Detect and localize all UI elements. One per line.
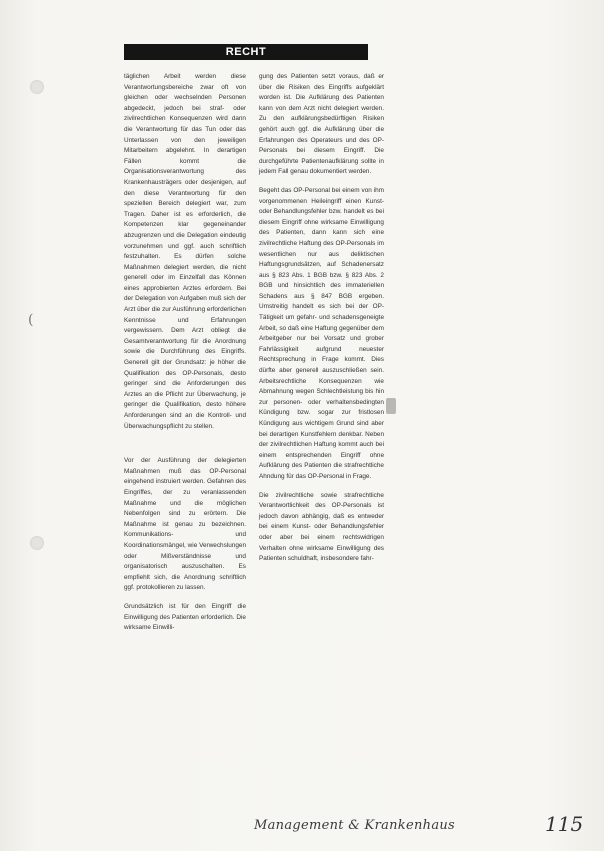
left-paragraph-3: Grundsätzlich ist für den Eingriff die Einwilligung des Patienten erforderlich. Die wirksame Einwilli- [124, 602, 246, 632]
section-header [124, 44, 368, 60]
right-column [259, 72, 384, 565]
punch-hole [30, 80, 44, 94]
right-paragraph-2: Begeht das OP-Personal bei einem von ihm vorgenommenen Heileingriff einen Kunst- oder Behandlungsfehler bzw. handelt es bei diesem Eingriff ohne wirksame Einwilligung des Patienten, dann kann sich eine zivilrechtliche Haftung des OP-Personals im wesentlichen nur aus deliktischen Haftungsgrundsätzen, auf Schadenersatz aus § 823 Abs. 1 BGB bzw. § 823 Abs. 2 BGB und hinsichtlich des immateriellen Schadens aus § 847 BGB ergeben. Umstreitig handelt es sich bei der OP-Tätigkeit um gefahr- und schadensgeneigte Arbeit, so daß eine Haftung gegenüber dem Arbeitgeber nur bei Vorsatz und grober Fahrlässigkeit aufgrund neuester Rechtsprechung in Frage kommt. Dies dürfte aber generell auszuschließen sein. Arbeitsrechtliche Konsequenzen wie Abmahnung wegen Schlechtleistung bis hin zur personen- oder verhaltensbedingten Kündigung bzw. sogar zur fristlosen Kündigung aus wichtigem Grund sind aber bei derartigen Kunstfehlern denkbar. Neben der zivilrechtlichen Haftung kommt auch bei einem entsprechenden Eingriff ohne Aufklärung des Patienten die strafrechtliche Ahndung für das OP-Personal in Frage. [259, 186, 384, 480]
handwritten-note: Management & Krankenhaus [254, 818, 456, 833]
left-column [124, 72, 246, 634]
section-label: RECHT [225, 46, 267, 58]
left-paragraph-1: täglichen Arbeit werden diese Verantwortungsbereiche zwar oft von gleichen oder wechselnden Personen abgedeckt, jedoch bei straf- oder zivilrechtlichen Konsequenzen wird dann die Verantwortung für das Tun oder das Unterlassen von den jeweiligen Mitarbeitern abgelehnt. In derartigen Fällen kommt die Organisationsverantwortung des Krankenhausträgers oder desjenigen, auf den diese Verantwortung für den speziellen Bereich delegiert war, zum Tragen. Daher ist es erforderlich, die Kompetenzen klar gegeneinander abzugrenzen und die Delegation eindeutig vorzunehmen und ggf. auch schriftlich festzuhalten. Es dürfen solche Maßnahmen delegiert werden, die nicht generell oder im Einzelfall das Können eines approbierten Arztes erfordern. Bei der Delegation von Aufgaben muß sich der Arzt über die zur Ausführung erforderlichen Kenntnisse und Erfahrungen vergewissern. Dem Arzt obliegt die Gesamtverantwortung für die Anordnung sowie die Durchführung des Eingriffs. Generell gilt der Grundsatz: je höher die Qualifikation des OP-Personals, desto geringer sind die Anforderungen des Arztes an die Pflicht zur Überwachung, je geringer die Qualifikation, desto höhere Anforderungen sind an die Kontroll- und Überwachungspflicht zu stellen. [124, 73, 246, 430]
paper-clip-mark [386, 398, 396, 414]
right-paragraph-3: Die zivilrechtliche sowie strafrechtliche Verantwortlichkeit des OP-Personals ist jedoch davon abhängig, daß es entweder bei einem Kunst- oder Behandlungsfehler oder aber bei einem rechtswidrigen Verhalten ohne wirksame Einwilligung des Patienten schuldhaft, insbesondere fahr- [259, 491, 384, 563]
right-paragraph-1: gung des Patienten setzt voraus, daß er über die Risiken des Eingriffs aufgeklärt worden ist. Die Aufklärung des Patienten kann von dem Arzt nicht delegiert werden. Zu den aufklärungsbedürftigen Risiken gehört auch ggf. die Aufklärung über die Erfahrungen des Operateurs und des OP-Personals bei diesem Eingriff. Die durchgeführte Patientenaufklärung sollte in jedem Fall genau dokumentiert werden. [259, 73, 384, 176]
left-paragraph-2: Vor der Ausführung der delegierten Maßnahmen muß das OP-Personal eingehend instruiert werden. Gefahren des Eingriffes, der zu veranlassenden Maßnahme und die möglichen Nebenfolgen sind zu erörtern. Die Maßnahme ist genau zu bezeichnen. Kommunikations- und Koordinationsmängel, wie Verwechslungen oder Mißverständnisse und organisatorisch auszuschalten. Es empfiehlt sich, die Anordnung schriftlich ggf. protokollieren zu lassen. [124, 457, 246, 592]
punch-hole [30, 536, 44, 550]
handwritten-page-number: 115 [545, 812, 584, 836]
margin-mark: ( [28, 312, 34, 328]
